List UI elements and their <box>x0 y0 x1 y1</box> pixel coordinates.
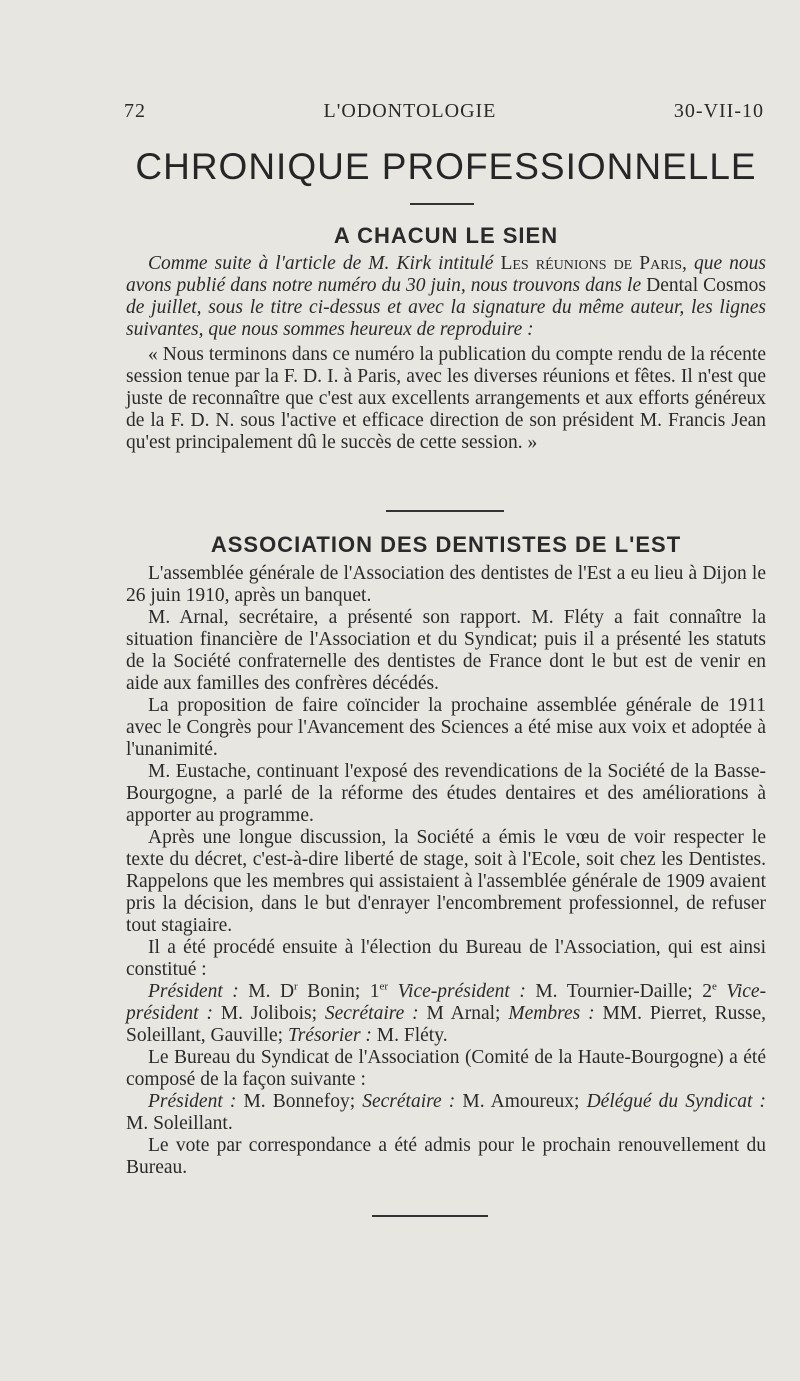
secretary-label: Secrétaire : <box>324 1003 419 1024</box>
end-divider <box>372 1215 488 1217</box>
president-title: M. D <box>248 981 295 1002</box>
syndicat-list <box>126 1091 766 1135</box>
syndicat-intro: Le Bureau du Syndicat de l'Association (Comité de la Haute-Bourgogne) a été composé de la façon suivante : <box>126 1047 766 1090</box>
title-divider <box>410 203 474 205</box>
president-label: Président : <box>148 981 239 1002</box>
vp2-label: Vice-président : <box>126 981 767 1024</box>
syndicat-president-label: Président : <box>148 1091 237 1112</box>
intro-paragraph <box>126 253 766 341</box>
president-name: Bonin; <box>307 981 361 1002</box>
secretary-name: M Arnal; <box>426 1003 501 1024</box>
running-header <box>124 100 764 123</box>
bureau-list <box>126 981 766 1047</box>
section-heading-association: ASSOCIATION DES DENTISTES DE L'EST <box>210 532 682 557</box>
body-paragraph-1: L'assemblée générale de l'Association des dentistes de l'Est a eu lieu à Dijon le 26 juin 1910, après un banquet. <box>126 563 766 606</box>
journal-title: L'ODONTOLOGIE <box>323 100 497 122</box>
president-sup: r <box>294 980 298 993</box>
vp1-name: M. Tournier-Daille; <box>535 981 693 1002</box>
issue-date: 30-VII-10 <box>673 100 764 122</box>
intro-text-2: que nous avons publié dans notre numéro du 30 juin, nous trouvons dans le <box>126 253 766 296</box>
syndicat-secretary-name: M. Amoureux; <box>462 1091 580 1112</box>
body-paragraph-5: Après une longue discussion, la Société a émis le vœu de voir respecter le texte du décret, c'est-à-dire liberté de stage, soit à l'Ecole, soit chez les Dentistes. Rappelons que les membres qui assistaient à l'assemblée générale de 1909 avaient pris la décision, dans le but d'enrayer l'encombrement professionnel, de refuser tout stagiaire. <box>126 827 766 936</box>
page-number: 72 <box>124 100 146 122</box>
body-paragraph-4: M. Eustache, continuant l'exposé des revendications de la Société de la Basse-Bourgogne, a parlé de la réforme des études dentaires et des améliorations à apporter au programme. <box>126 761 766 826</box>
syndicat-delegate-name: M. Soleillant. <box>126 1113 233 1134</box>
syndicat-president-name: M. Bonnefoy; <box>243 1091 356 1112</box>
body-paragraph-2: M. Arnal, secrétaire, a présenté son rapport. M. Fléty a fait connaître la situation financière de l'Association et du Syndicat; puis il a présenté les statuts de la Société confraternelle des dentistes de France dont le but est de venir en aide aux familles des confrères décédés. <box>126 607 766 694</box>
body-paragraph-3: La proposition de faire coïncider la prochaine assemblée générale de 1911 avec le Congrès pour l'Avancement des Sciences a été mise aux voix et adoptée à l'unanimité. <box>126 695 766 760</box>
intro-journal-name: Dental Cosmos <box>646 275 766 296</box>
vp1-label: Vice-président : <box>397 981 526 1002</box>
section-a-chacun-body <box>126 253 766 454</box>
page-title: CHRONIQUE PROFESSIONNELLE <box>135 146 757 187</box>
syndicat-secretary-label: Secrétaire : <box>362 1091 456 1112</box>
closing-paragraph: Le vote par correspondance a été admis pour le prochain renouvellement du Bureau. <box>126 1135 766 1178</box>
members-label: Membres : <box>508 1003 595 1024</box>
section-heading-a-chacun: A CHACUN LE SIEN <box>333 223 559 248</box>
vp2-sup: e <box>711 980 717 993</box>
body-paragraph-6: Il a été procédé ensuite à l'élection du Bureau de l'Association, qui est ainsi constitué : <box>126 937 766 980</box>
syndicat-delegate-label: Délégué du Syndicat : <box>586 1091 767 1112</box>
members-names: MM. Pierret, Russe, Soleillant, Gauville; <box>126 1003 767 1046</box>
vp2-name: M. Jolibois; <box>220 1003 317 1024</box>
section-divider <box>386 510 504 512</box>
intro-text-3: de juillet, sous le titre ci-dessus et avec la signature du même auteur, les lignes suivantes, que nous sommes heureux de reproduire : <box>126 297 766 340</box>
treasurer-name: M. Fléty. <box>376 1025 448 1046</box>
intro-article-title: Les réunions de Paris, <box>500 253 687 274</box>
treasurer-label: Trésorier : <box>287 1025 372 1046</box>
vp1-number: 1 <box>369 981 380 1002</box>
vp2-number: 2 <box>702 981 712 1002</box>
vp1-sup: er <box>379 980 389 993</box>
intro-text-1: Comme suite à l'article de M. Kirk intitulé <box>148 253 494 274</box>
section-association-body <box>126 563 766 1179</box>
quote-paragraph: « Nous terminons dans ce numéro la publication du compte rendu de la récente session tenue par la F. D. I. à Paris, avec les diverses réunions et fêtes. Il n'est que juste de reconnaître que c'est aux excellents arrangements et aux efforts généreux de la F. D. N. sous l'active et efficace direction de son président M. Francis Jean qu'est principalement dû le succès de cette session. » <box>126 344 766 453</box>
